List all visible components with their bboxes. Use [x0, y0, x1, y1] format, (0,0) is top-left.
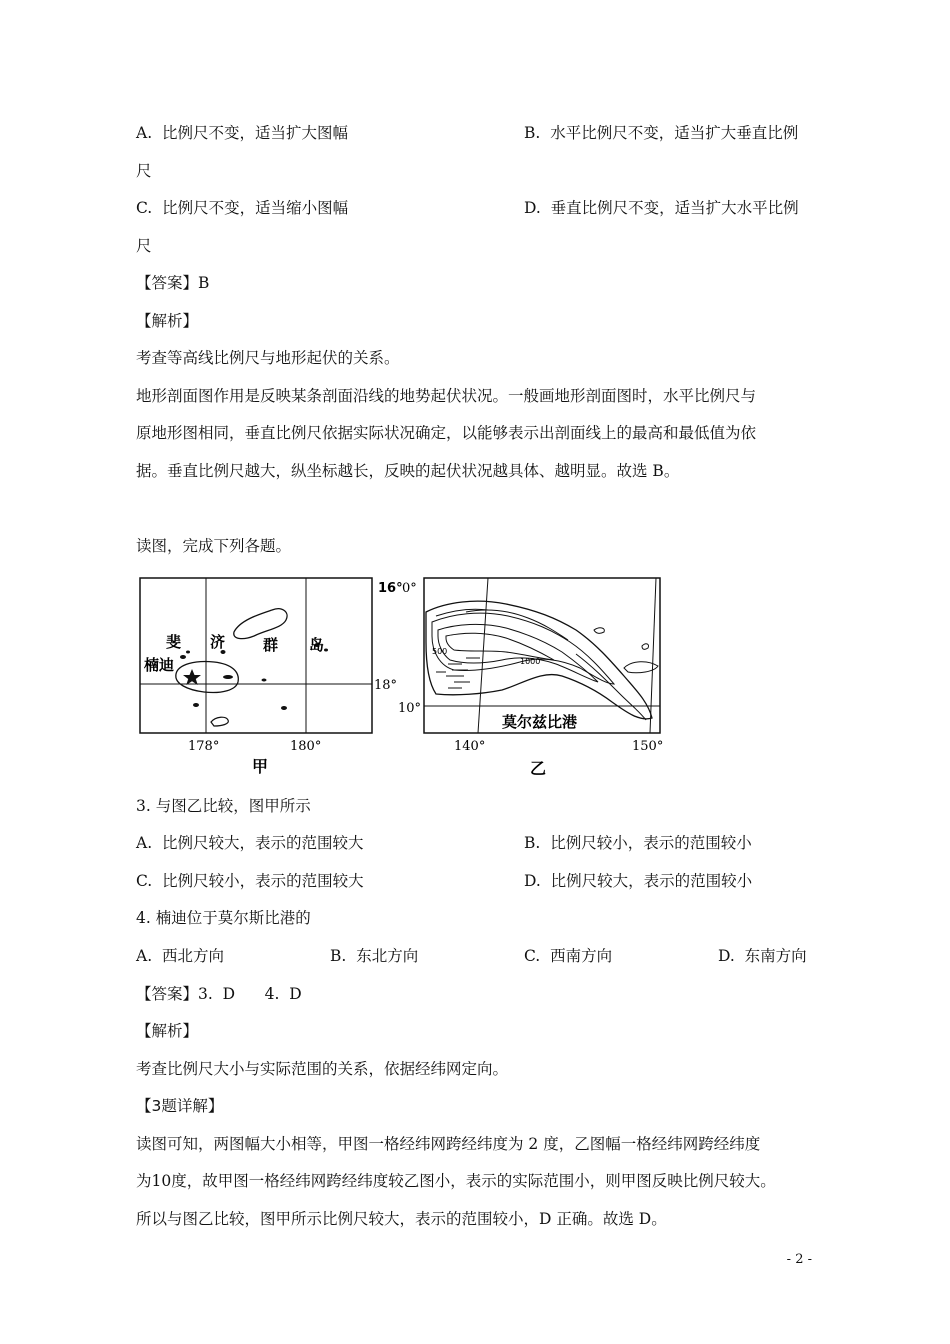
- answers: [136, 983, 302, 1005]
- contour-label-1000: 1000: [520, 657, 541, 666]
- map-b-lat-0: 0°: [402, 581, 417, 596]
- small-island: [324, 649, 328, 652]
- contour-line: [466, 610, 568, 640]
- kadavu-island: [211, 717, 228, 726]
- prev-analysis-line-2: 地形剖面图作用是反映某条剖面沿线的地势起伏状况。一般画地形剖面图时，水平比例尺与: [136, 387, 757, 405]
- nadi-star-icon: [183, 669, 201, 685]
- small-island: [186, 651, 190, 654]
- small-island: [642, 644, 649, 649]
- map-b-frame: [424, 578, 660, 733]
- page-number: - 2 -: [786, 1252, 812, 1267]
- prev-option-b-wrap: 尺: [136, 162, 152, 180]
- prev-analysis-line-1: 考查等高线比例尺与地形起伏的关系。: [136, 349, 400, 367]
- map-a-lon-180: 180°: [290, 739, 322, 754]
- q3-option-a[interactable]: A. 比例尺较大，表示的范围较大: [136, 834, 364, 852]
- contour-line: [576, 654, 646, 720]
- swamp-hatching: [436, 658, 480, 688]
- prev-option-a: A. 比例尺不变，适当扩大图幅: [136, 124, 348, 142]
- analysis-text: 考查比例尺大小与实际范围的关系，依据经纬网定向。: [136, 1060, 509, 1078]
- prev-option-d: D. 垂直比例尺不变，适当扩大水平比例: [524, 199, 799, 217]
- small-island: [281, 706, 287, 710]
- q4-stem: 4. 楠迪位于莫尔斯比港的: [136, 909, 311, 927]
- map-b-meridian-150: [650, 578, 656, 733]
- map-a-caption: 甲: [252, 757, 269, 776]
- small-island: [262, 679, 267, 682]
- map-a-label-fei: 斐: [166, 633, 182, 651]
- map-a-lat-18: 18°: [374, 678, 398, 693]
- prev-analysis-tag: 【解析】: [136, 312, 199, 330]
- q3-option-d[interactable]: D. 比例尺较大，表示的范围较小: [524, 872, 753, 890]
- map-b-lon-150: 150°: [632, 739, 664, 754]
- prev-analysis-line-3: 原地形图相同，垂直比例尺依据实际状况确定，以能够表示出剖面线上的最高和最低值为依: [136, 424, 757, 442]
- map-b-lon-140: 140°: [454, 739, 486, 754]
- vanua-levu-island: [234, 609, 287, 639]
- q4-option-d[interactable]: D. 东南方向: [718, 947, 807, 965]
- prev-analysis-line-4: 据。垂直比例尺越大，纵坐标越长，反映的起伏状况越具体、越明显。故选 B。: [136, 462, 680, 480]
- detail3-line-3: 所以与图乙比较，图甲所示比例尺较大，表示的范围较小，D 正确。故选 D。: [136, 1210, 667, 1228]
- map-a-label-ji: 济: [210, 633, 226, 651]
- small-island: [223, 675, 233, 679]
- prev-option-b: B. 水平比例尺不变，适当扩大垂直比例: [524, 124, 799, 142]
- q3-option-c[interactable]: C. 比例尺较小，表示的范围较大: [136, 872, 364, 890]
- answers-tag: 【答案】: [136, 985, 199, 1003]
- q4-option-a[interactable]: A. 西北方向: [136, 947, 224, 965]
- prev-option-d-wrap: 尺: [136, 237, 152, 255]
- q4-option-b[interactable]: B. 东北方向: [330, 947, 419, 965]
- map-a-label-nadi: 楠迪: [144, 656, 175, 674]
- prev-option-c: C. 比例尺不变，适当缩小图幅: [136, 199, 349, 217]
- map-figure-svg: [136, 572, 676, 782]
- q3-stem: 3. 与图乙比较，图甲所示: [136, 797, 311, 815]
- map-a: [140, 578, 403, 776]
- intro-text: 读图，完成下列各题。: [136, 537, 292, 555]
- contour-high: [446, 633, 554, 660]
- contour-label-500: 500: [432, 647, 448, 656]
- contour-500: [432, 613, 614, 684]
- map-a-lon-178: 178°: [188, 739, 220, 754]
- analysis-tag: 【解析】: [136, 1022, 199, 1040]
- q4-option-c[interactable]: C. 西南方向: [524, 947, 613, 965]
- detail3-line-1: 读图可知，两图幅大小相等，甲图一格经纬网跨经纬度为 2 度，乙图幅一格经纬网跨经纬度: [136, 1135, 761, 1153]
- answer-tag: 【答案】: [136, 274, 199, 292]
- map-a-lat-16: 16°: [378, 581, 403, 596]
- map-a-frame: [140, 578, 372, 733]
- q3-option-b[interactable]: B. 比例尺较小，表示的范围较小: [524, 834, 752, 852]
- small-island: [594, 628, 604, 633]
- detail3-line-2: 为10度，故甲图一格经纬网跨经纬度较乙图小，表示的实际范围小，则甲图反映比例尺较大。: [136, 1172, 776, 1190]
- map-b-caption: 乙: [530, 759, 547, 778]
- map-a-label-dao: 岛: [309, 636, 325, 654]
- map-b-lat-10: 10°: [398, 701, 422, 716]
- answers-text: 3. D 4. D: [198, 985, 302, 1003]
- map-b-label-port: 莫尔兹比港: [502, 713, 578, 731]
- map-a-label-qun: 群: [263, 636, 279, 654]
- prev-answer: 【答案】B: [136, 274, 210, 292]
- detail3-tag: 【3题详解】: [136, 1097, 224, 1115]
- map-b: [398, 578, 663, 778]
- small-island: [180, 655, 186, 659]
- small-island: [193, 703, 199, 707]
- map-figure: [136, 572, 676, 782]
